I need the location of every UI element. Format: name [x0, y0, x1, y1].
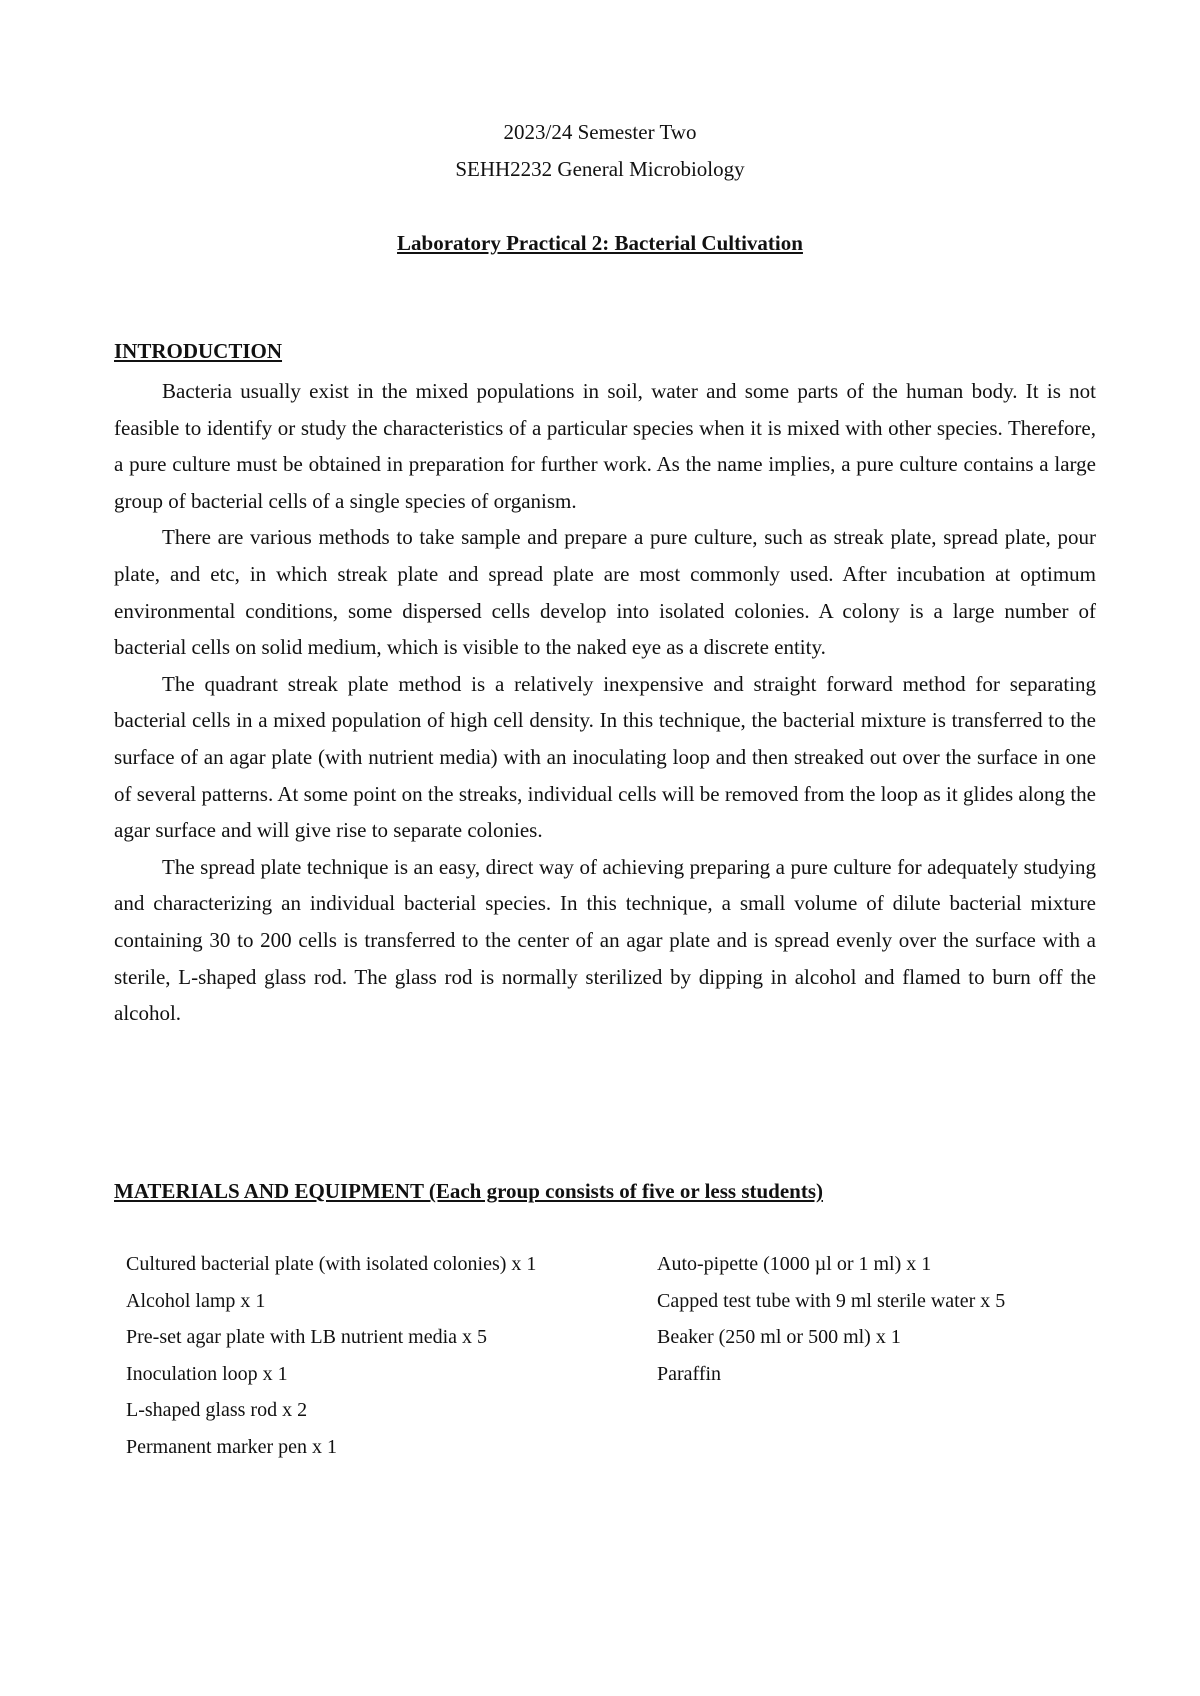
materials-list-right [657, 1246, 1117, 1392]
intro-paragraph-4: The spread plate technique is an easy, direct way of achieving preparing a pure culture for adequately studying and characterizing an individual bacterial species. In this technique, a small volume of dilute bacterial mixture containing 30 to 200 cells is transferred to the center of an agar plate and is spread evenly over the surface with a sterile, L-shaped glass rod. The glass rod is normally sterilized by dipping in alcohol and flamed to burn off the alcohol. [114, 854, 1096, 1026]
material-item: Cultured bacterial plate (with isolated colonies) x 1 [126, 1253, 537, 1275]
introduction-heading: INTRODUCTION [114, 339, 283, 363]
material-item: Auto-pipette (1000 µl or 1 ml) x 1 [657, 1253, 932, 1275]
materials-heading: MATERIALS AND EQUIPMENT (Each group consists of five or less students) [114, 1179, 824, 1203]
intro-paragraph-1: Bacteria usually exist in the mixed populations in soil, water and some parts of the human body. It is not feasible to identify or study the characteristics of a particular species when it is mixed with other species. Therefore, a pure culture must be obtained in preparation for further work. As the name implies, a pure culture contains a large group of bacterial cells of a single species of organism. [114, 379, 1096, 513]
material-item: Beaker (250 ml or 500 ml) x 1 [657, 1326, 901, 1349]
material-item: Permanent marker pen x 1 [126, 1435, 338, 1458]
introduction-body [114, 373, 1096, 1032]
material-item: Pre-set agar plate with LB nutrient media x 5 [126, 1326, 488, 1349]
material-item: Inoculation loop x 1 [126, 1362, 288, 1385]
practical-title: Laboratory Practical 2: Bacterial Cultivation [397, 231, 803, 255]
material-item: Capped test tube with 9 ml sterile water x 5 [657, 1289, 1006, 1312]
material-item: Alcohol lamp x 1 [126, 1289, 266, 1312]
materials-list-left [126, 1246, 646, 1466]
intro-paragraph-3: The quadrant streak plate method is a relatively inexpensive and straight forward method for separating bacterial cells in a mixed population of high cell density. In this technique, the bacterial mixture is transferred to the surface of an agar plate (with nutrient media) with an inoculating loop and then streaked out over the surface in one of several patterns. At some point on the streaks, individual cells will be removed from the loop as it glides along the agar surface and will give rise to separate colonies. [114, 671, 1096, 843]
semester-line: 2023/24 Semester Two [503, 120, 697, 144]
material-item: L-shaped glass rod x 2 [126, 1399, 308, 1422]
material-item: Paraffin [657, 1362, 722, 1385]
course-line: SEHH2232 General Microbiology [455, 157, 745, 181]
intro-paragraph-2: There are various methods to take sample and prepare a pure culture, such as streak plate, spread plate, pour plate, and etc, in which streak plate and spread plate are most commonly used. After incubation at optimum environmental conditions, some dispersed cells develop into isolated colonies. A colony is a large number of bacterial cells on solid medium, which is visible to the naked eye as a discrete entity. [114, 525, 1096, 660]
